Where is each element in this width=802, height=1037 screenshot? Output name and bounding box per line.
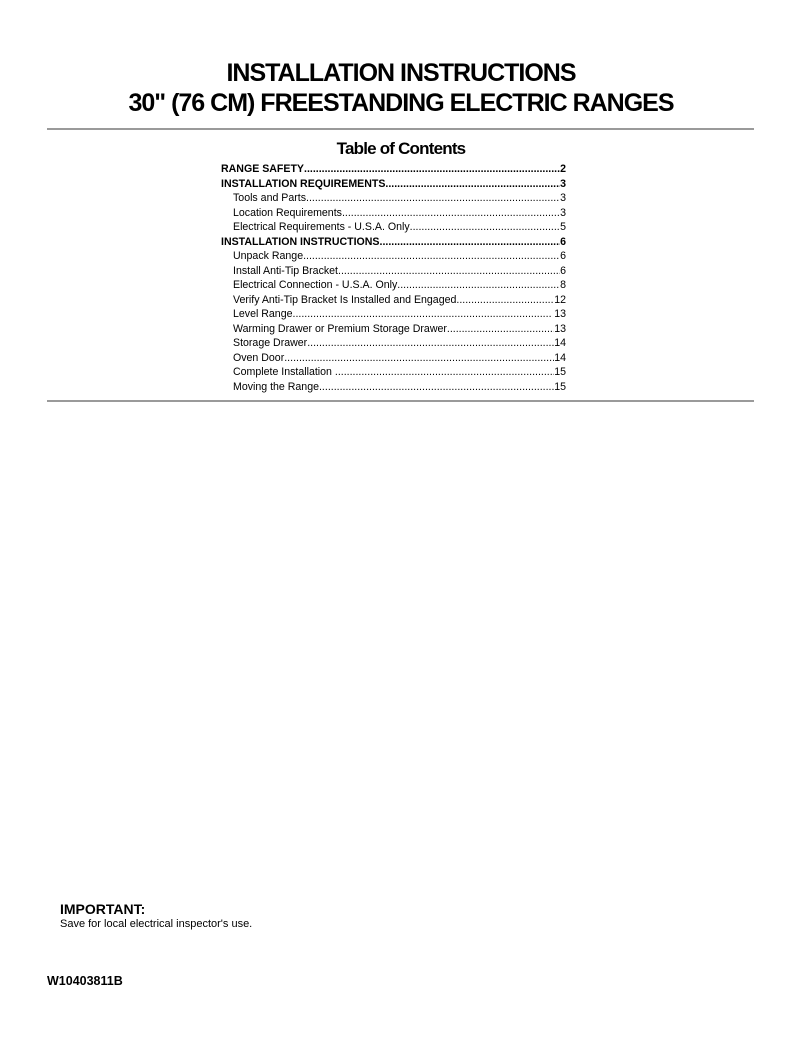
toc-entry-label: Electrical Requirements - U.S.A. Only	[233, 221, 410, 233]
toc-entry	[221, 278, 566, 293]
toc-entry-page: 6	[560, 264, 566, 277]
toc-entry-label: Warming Drawer or Premium Storage Drawer	[233, 322, 447, 335]
toc-entry	[221, 322, 566, 337]
toc-entry	[221, 249, 566, 264]
toc-entry-label: Moving the Range	[233, 380, 319, 393]
toc-entry	[221, 191, 566, 206]
toc-entry-label: Unpack Range	[233, 250, 304, 262]
toc-entry-leader	[380, 235, 561, 250]
toc-entry-leader	[456, 293, 554, 308]
toc-entry	[221, 380, 566, 395]
toc-entry-page: 6	[560, 250, 566, 262]
document-title-line-2: 30" (76 CM) FREESTANDING ELECTRIC RANGES	[128, 89, 674, 117]
toc-entry-page: 3	[560, 206, 566, 219]
toc-entry-leader	[303, 249, 560, 264]
important-note: Save for local electrical inspector's use.	[60, 918, 253, 930]
table-of-contents	[221, 162, 566, 394]
bottom-divider	[47, 400, 754, 402]
toc-entry	[221, 336, 566, 351]
toc-entry-page: 14	[554, 351, 566, 364]
toc-heading: Table of Contents	[336, 139, 466, 158]
document-title-line-1: INSTALLATION INSTRUCTIONS	[226, 59, 576, 87]
toc-entry	[221, 351, 566, 366]
toc-entry-page: 6	[560, 235, 566, 248]
toc-entry-label: Location Requirements	[233, 206, 342, 219]
toc-entry-leader	[307, 336, 554, 351]
toc-entry	[221, 307, 566, 322]
toc-entry-label: Level Range	[233, 308, 293, 320]
toc-entry-leader	[306, 191, 560, 206]
toc-entry-label: Tools and Parts	[233, 192, 307, 204]
toc-entry-leader	[447, 322, 554, 337]
toc-entry-leader	[338, 264, 560, 279]
toc-entry-page: 15	[554, 380, 566, 393]
toc-entry-page: 5	[560, 221, 566, 233]
toc-entry-page: 15	[554, 366, 566, 378]
toc-entry-label: Complete Installation	[233, 366, 335, 378]
toc-entry-label: RANGE SAFETY	[221, 163, 304, 175]
toc-entry-page: 8	[560, 279, 566, 291]
document-number: W10403811B	[47, 974, 123, 988]
toc-entry-page: 13	[551, 308, 566, 320]
toc-entry-leader	[319, 380, 554, 395]
toc-entry-leader	[385, 177, 560, 192]
toc-entry-leader	[284, 351, 554, 366]
toc-entry	[221, 206, 566, 221]
important-label: IMPORTANT:	[60, 901, 146, 917]
toc-entry-label: Oven Door	[233, 351, 285, 364]
toc-entry-page: 2	[560, 163, 566, 175]
toc-entry	[221, 365, 566, 380]
toc-entry-label: Verify Anti-Tip Bracket Is Installed and Engaged	[233, 293, 457, 306]
toc-entry-leader	[304, 162, 560, 177]
top-divider	[47, 128, 754, 130]
toc-entry	[221, 220, 566, 235]
toc-entry	[221, 235, 566, 250]
toc-entry-page: 3	[560, 192, 566, 204]
toc-entry-page: 14	[554, 337, 566, 349]
toc-entry-leader	[293, 307, 552, 322]
toc-entry	[221, 162, 566, 177]
toc-entry-label: Install Anti-Tip Bracket	[233, 264, 338, 277]
toc-entry	[221, 293, 566, 308]
toc-entry	[221, 264, 566, 279]
toc-entry-page: 12	[554, 293, 566, 306]
toc-entry-leader	[410, 220, 560, 235]
toc-entry	[221, 177, 566, 192]
toc-entry-label: INSTALLATION REQUIREMENTS	[221, 177, 386, 190]
toc-entry-label: INSTALLATION INSTRUCTIONS	[221, 235, 380, 248]
toc-entry-label: Electrical Connection - U.S.A. Only	[233, 279, 398, 291]
toc-entry-page: 13	[554, 322, 566, 335]
toc-entry-page: 3	[560, 177, 566, 190]
toc-entry-leader	[342, 206, 560, 221]
toc-entry-leader	[335, 365, 554, 380]
toc-entry-leader	[397, 278, 560, 293]
toc-entry-label: Storage Drawer	[233, 337, 308, 349]
